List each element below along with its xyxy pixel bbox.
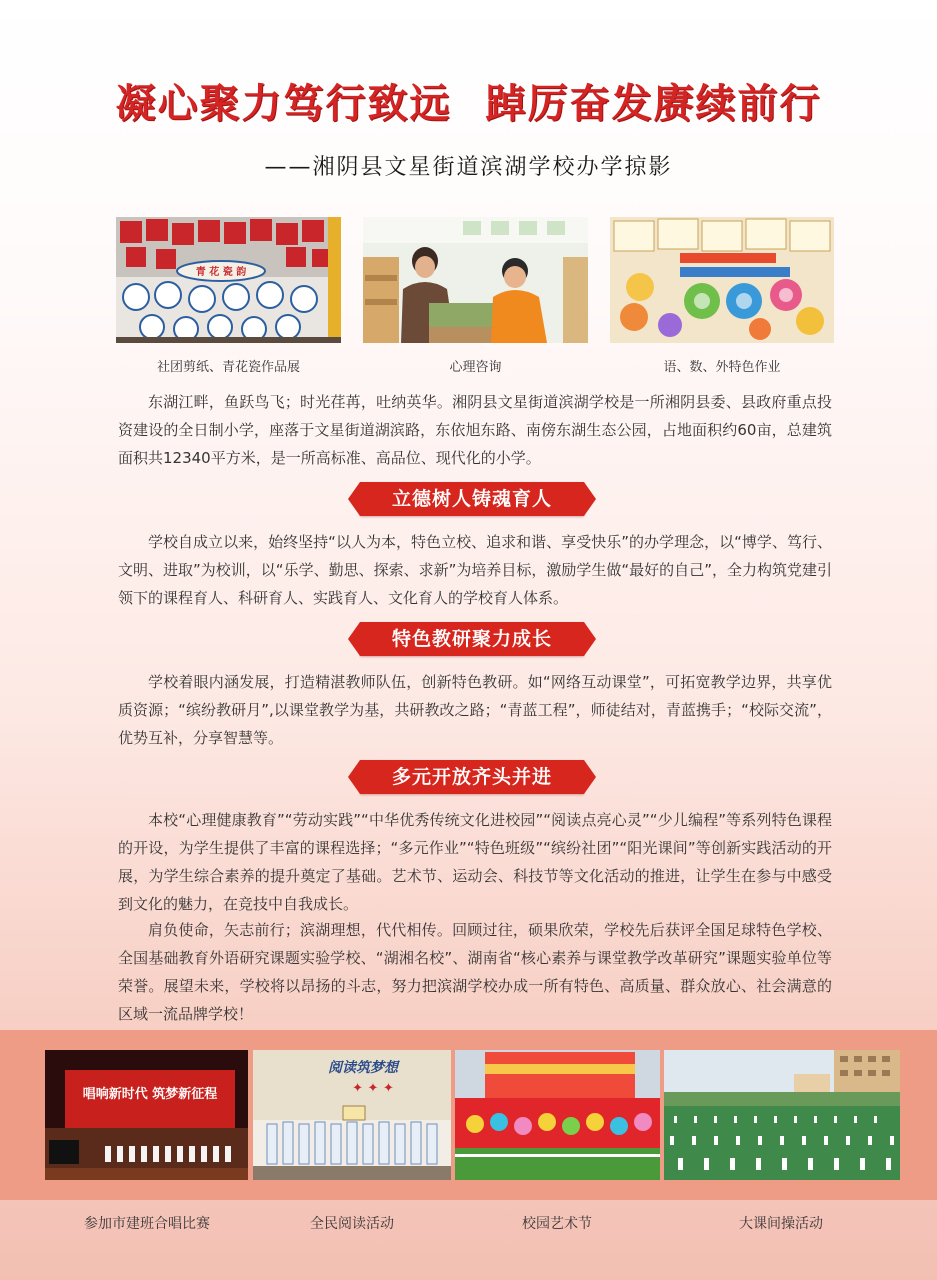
photo-reading-activity <box>253 1050 451 1180</box>
section-3-paragraph-1: 本校“心理健康教育”“劳动实践”“中华优秀传统文化进校园”“阅读点亮心灵”“少儿编程”等系列特色课程的开设，为学生提供了丰富的课程选择；“多元作业”“特色班级”“缤纷社团”“阳光课间”等创新实践活动的开展，为学生综合素养的提升奠定了基础。艺术节、运动会、科技节等文化活动的推进，让学生在参与中感受到文化的魅力，在竞技中自我成长。 <box>118 811 832 913</box>
caption-choir: 参加市建班合唱比赛 <box>84 1216 210 1232</box>
photo-papercut-exhibition <box>116 217 341 343</box>
caption-art-festival: 校园艺术节 <box>522 1216 592 1232</box>
reading-banner: 阅读筑梦想 <box>328 1060 398 1076</box>
caption-papercut: 社团剪纸、青花瓷作品展 <box>156 360 300 375</box>
page-title <box>0 72 937 129</box>
section-heading-3: 多元开放齐头并进 <box>360 760 584 794</box>
section-1-paragraph: 学校自成立以来，始终坚持“以人为本，特色立校、追求和谐、享受快乐”的办学理念，以“博学、笃行、文明、进取”为校训，以“乐学、勤思、探索、求新”为培养目标，激励学生做“最好的自己”，全力构筑党建引领下的课程育人、科研育人、实践育人、文化育人的学校育人体系。 <box>118 533 832 607</box>
svg-text:✦ ✦ ✦: ✦ ✦ ✦ <box>352 1081 394 1096</box>
intro-paragraph: 东湖江畔，鱼跃鸟飞；时光荏苒，吐纳英华。湘阴县文星街道滨湖学校是一所湘阴县委、县政府重点投资建设的全日制小学，座落于文星街道湖滨路，东依旭东路、南傍东湖生态公园，占地面积约60亩，总建筑面积共12340平方米，是一所高标准、高品位、现代化的小学。 <box>118 393 832 467</box>
caption-homework: 语、数、外特色作业 <box>663 360 781 375</box>
section-2-paragraph: 学校着眼内涵发展，打造精湛教师队伍，创新特色教研。如“网络互动课堂”，可拓宽教学边界，共享优质资源；“缤纷教研月”,以课堂教学为基，共研教改之路；“青蓝工程”，师徒结对，青蓝携手；“校际交流”，优势互补，分享智慧等。 <box>118 673 832 747</box>
section-3-paragraph-2: 肩负使命，矢志前行；滨湖理想，代代相传。回顾过往，硕果欣荣，学校先后获评全国足球特色学校、全国基础教育外语研究课题实验学校、“湖湘名校”、湖南省“核心素养与课堂教学改革研究”课题实验单位等荣誉。展望未来，学校将以昂扬的斗志，努力把滨湖学校办成一所有特色、高质量、群众放心、社会满意的区域一流品牌学校！ <box>118 921 832 1023</box>
section-heading-2: 特色教研聚力成长 <box>360 622 584 656</box>
sign-text: 青 花 瓷 韵 <box>195 267 247 278</box>
section-heading-1: 立德树人铸魂育人 <box>360 482 584 516</box>
photo-psych-counseling <box>363 217 588 343</box>
title-right: 踔厉奋发赓续前行 <box>485 81 822 127</box>
caption-counseling: 心理咨询 <box>449 360 502 375</box>
photo-homework-display <box>610 217 834 343</box>
photo-choir-competition <box>45 1050 248 1180</box>
page-subtitle: ——湘阴县文星街道滨湖学校办学掠影 <box>264 155 673 180</box>
caption-exercise: 大课间操活动 <box>739 1216 823 1232</box>
title-left: 凝心聚力笃行致远 <box>115 81 452 127</box>
caption-reading: 全民阅读活动 <box>310 1216 394 1232</box>
choir-banner: 唱响新时代 筑梦新征程 <box>82 1087 218 1102</box>
photo-art-festival <box>455 1050 660 1180</box>
photo-morning-exercise <box>664 1050 900 1180</box>
